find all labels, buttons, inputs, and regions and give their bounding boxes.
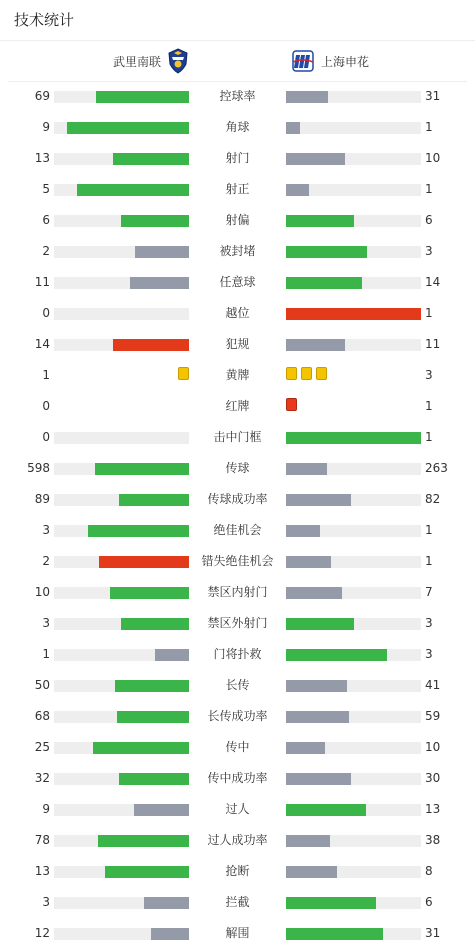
away-stat-bar-fill — [286, 153, 345, 165]
stat-label: 绝佳机会 — [213, 523, 262, 537]
away-stat-value: 38 — [425, 833, 441, 847]
home-stat-bar — [54, 711, 189, 723]
home-stat-value: 0 — [42, 399, 50, 413]
stat-label: 传球 — [225, 461, 250, 475]
away-stat-value: 1 — [425, 523, 433, 537]
away-stat-value: 14 — [425, 275, 441, 289]
stat-label: 射门 — [225, 151, 250, 165]
away-stat-bar-fill — [286, 277, 362, 289]
stat-row — [0, 670, 475, 701]
home-stat-value: 12 — [34, 926, 50, 940]
home-stat-bar-fill — [135, 246, 189, 258]
home-stat-bar — [54, 277, 189, 289]
away-stat-bar-fill — [286, 215, 354, 227]
stat-label: 传中成功率 — [207, 771, 268, 785]
home-stat-bar — [54, 804, 189, 816]
away-stat-bar — [286, 432, 421, 444]
stat-row — [0, 360, 475, 391]
away-stat-bar — [286, 525, 421, 537]
stat-row — [0, 484, 475, 515]
home-stat-bar — [54, 463, 189, 475]
away-stat-value: 263 — [425, 461, 448, 475]
away-stat-bar — [286, 246, 421, 258]
away-stat-value: 3 — [425, 244, 433, 258]
home-stat-bar-fill — [110, 587, 189, 599]
home-stat-bar — [54, 525, 189, 537]
away-stat-bar-fill — [286, 835, 330, 847]
home-stat-value: 25 — [34, 740, 50, 754]
home-stat-bar — [54, 91, 189, 103]
away-stat-bar — [286, 866, 421, 878]
home-stat-bar-fill — [121, 618, 189, 630]
home-stat-bar-fill — [95, 463, 189, 475]
away-stat-bar-fill — [286, 587, 342, 599]
stat-label: 控球率 — [219, 89, 256, 103]
home-stat-value: 1 — [42, 368, 50, 382]
stat-label: 犯规 — [225, 337, 250, 351]
stat-label: 射正 — [225, 182, 250, 196]
away-stat-bar — [286, 215, 421, 227]
away-stat-bar — [286, 711, 421, 723]
home-stat-bar-fill — [134, 804, 189, 816]
away-stat-value: 13 — [425, 802, 441, 816]
home-stat-value: 14 — [34, 337, 50, 351]
stat-row — [0, 174, 475, 205]
home-cards — [54, 398, 189, 412]
stat-row — [0, 236, 475, 267]
home-stat-bar — [54, 308, 189, 320]
home-stat-value: 0 — [42, 306, 50, 320]
away-stat-bar-fill — [286, 122, 300, 134]
away-team-name: 上海申花 — [321, 54, 370, 69]
home-stat-bar-fill — [88, 525, 189, 537]
stat-row — [0, 391, 475, 422]
stat-row — [0, 298, 475, 329]
away-stat-value: 7 — [425, 585, 433, 599]
home-stat-bar-fill — [98, 835, 189, 847]
away-stat-bar — [286, 184, 421, 196]
away-stat-bar — [286, 680, 421, 692]
away-stat-bar-fill — [286, 525, 320, 537]
home-stat-bar-fill — [105, 866, 189, 878]
away-stat-bar — [286, 122, 421, 134]
home-stat-bar — [54, 618, 189, 630]
away-stat-bar — [286, 804, 421, 816]
home-stat-value: 32 — [34, 771, 50, 785]
home-cards — [54, 367, 189, 381]
stat-label: 击中门框 — [213, 430, 262, 444]
away-stat-value: 1 — [425, 306, 433, 320]
home-stat-value: 78 — [34, 833, 50, 847]
stat-label: 传中 — [225, 740, 250, 754]
stat-row — [0, 701, 475, 732]
red-card-icon — [286, 398, 297, 411]
away-stat-bar-fill — [286, 866, 337, 878]
away-stat-bar-fill — [286, 432, 421, 444]
away-stat-bar — [286, 618, 421, 630]
home-stat-bar-fill — [119, 494, 189, 506]
stat-row — [0, 732, 475, 763]
stat-row — [0, 515, 475, 546]
stat-row — [0, 422, 475, 453]
home-stat-value: 5 — [42, 182, 50, 196]
away-stat-bar-fill — [286, 742, 325, 754]
stat-label: 黄牌 — [225, 368, 250, 382]
away-stat-value: 3 — [425, 616, 433, 630]
stat-label: 射偏 — [225, 213, 250, 227]
home-stat-bar — [54, 215, 189, 227]
stats-list — [0, 81, 475, 949]
away-cards — [286, 367, 421, 381]
stat-label: 角球 — [225, 120, 250, 134]
home-stat-bar — [54, 153, 189, 165]
away-stat-bar-fill — [286, 680, 347, 692]
away-stat-bar — [286, 897, 421, 909]
home-team-header — [113, 48, 189, 74]
home-stat-bar — [54, 742, 189, 754]
home-stat-bar — [54, 897, 189, 909]
away-stat-bar-fill — [286, 339, 345, 351]
away-stat-value: 1 — [425, 554, 433, 568]
home-stat-bar-fill — [113, 339, 189, 351]
home-stat-value: 3 — [42, 895, 50, 909]
away-stat-bar — [286, 153, 421, 165]
home-stat-value: 2 — [42, 554, 50, 568]
stat-label: 拦截 — [225, 895, 250, 909]
away-stat-value: 3 — [425, 368, 433, 382]
stat-row — [0, 81, 475, 112]
home-stat-value: 89 — [34, 492, 50, 506]
away-stat-bar-fill — [286, 308, 421, 320]
away-stat-value: 6 — [425, 213, 433, 227]
buriram-united-crest-icon — [167, 48, 189, 74]
stat-label: 被封堵 — [219, 244, 256, 258]
home-stat-value: 11 — [34, 275, 50, 289]
stat-label: 过人成功率 — [207, 833, 268, 847]
title-divider — [0, 40, 475, 41]
home-stat-value: 13 — [34, 151, 50, 165]
away-stat-value: 31 — [425, 89, 441, 103]
home-stat-value: 69 — [34, 89, 50, 103]
stat-row — [0, 608, 475, 639]
home-stat-bar — [54, 649, 189, 661]
away-stat-value: 8 — [425, 864, 433, 878]
stat-row — [0, 577, 475, 608]
stat-row — [0, 267, 475, 298]
away-stat-bar — [286, 742, 421, 754]
home-stat-value: 13 — [34, 864, 50, 878]
home-stat-bar-fill — [119, 773, 189, 785]
stat-label: 越位 — [225, 306, 250, 320]
home-stat-bar — [54, 928, 189, 940]
stat-label: 过人 — [225, 802, 250, 816]
away-stat-value: 10 — [425, 740, 441, 754]
stat-row — [0, 546, 475, 577]
yellow-card-icon — [178, 367, 189, 380]
stat-row — [0, 763, 475, 794]
home-stat-bar-fill — [77, 184, 189, 196]
stat-row — [0, 453, 475, 484]
home-stat-bar-fill — [93, 742, 189, 754]
home-stat-bar-fill — [130, 277, 189, 289]
away-stat-value: 3 — [425, 647, 433, 661]
stat-row — [0, 887, 475, 918]
home-stat-bar — [54, 246, 189, 258]
home-stat-value: 3 — [42, 616, 50, 630]
yellow-card-icon — [316, 367, 327, 380]
home-stat-bar-fill — [113, 153, 189, 165]
away-team-header — [291, 48, 369, 74]
home-stat-value: 1 — [42, 647, 50, 661]
shanghai-shenhua-crest-icon — [291, 49, 315, 73]
away-stat-bar — [286, 773, 421, 785]
home-stat-bar — [54, 680, 189, 692]
away-stat-bar — [286, 308, 421, 320]
away-stat-bar-fill — [286, 556, 331, 568]
stat-label: 长传成功率 — [207, 709, 268, 723]
home-stat-bar-fill — [117, 711, 189, 723]
home-stat-bar-fill — [99, 556, 189, 568]
home-stat-value: 10 — [34, 585, 50, 599]
away-cards — [286, 398, 421, 412]
away-stat-bar-fill — [286, 91, 328, 103]
stat-label: 任意球 — [219, 275, 256, 289]
away-stat-bar — [286, 463, 421, 475]
home-stat-bar — [54, 866, 189, 878]
away-stat-bar — [286, 928, 421, 940]
away-stat-bar — [286, 835, 421, 847]
away-stat-bar-fill — [286, 773, 351, 785]
home-stat-bar — [54, 835, 189, 847]
away-stat-bar-fill — [286, 897, 376, 909]
home-stat-value: 50 — [34, 678, 50, 692]
stat-label: 错失绝佳机会 — [201, 554, 274, 568]
away-stat-value: 1 — [425, 182, 433, 196]
away-stat-bar — [286, 91, 421, 103]
home-stat-bar — [54, 773, 189, 785]
stat-label: 禁区内射门 — [207, 585, 268, 599]
stat-row — [0, 918, 475, 949]
away-stat-value: 1 — [425, 120, 433, 134]
away-stat-bar-fill — [286, 184, 309, 196]
stat-row — [0, 143, 475, 174]
away-stat-bar — [286, 649, 421, 661]
yellow-card-icon — [301, 367, 312, 380]
away-stat-value: 10 — [425, 151, 441, 165]
home-stat-bar — [54, 122, 189, 134]
away-stat-bar-fill — [286, 246, 367, 258]
stat-label: 抢断 — [225, 864, 250, 878]
away-stat-bar — [286, 587, 421, 599]
stat-row — [0, 329, 475, 360]
home-stat-value: 598 — [27, 461, 50, 475]
away-stat-bar — [286, 556, 421, 568]
stat-label: 门将扑救 — [213, 647, 262, 661]
away-stat-bar — [286, 339, 421, 351]
home-stat-value: 3 — [42, 523, 50, 537]
home-stat-bar — [54, 556, 189, 568]
yellow-card-icon — [286, 367, 297, 380]
home-stat-value: 2 — [42, 244, 50, 258]
home-stat-bar-fill — [115, 680, 189, 692]
home-stat-value: 9 — [42, 802, 50, 816]
home-stat-bar — [54, 494, 189, 506]
home-team-name: 武里南联 — [113, 54, 162, 69]
away-stat-bar-fill — [286, 649, 387, 661]
home-stat-bar-fill — [96, 91, 189, 103]
stat-row — [0, 205, 475, 236]
away-stat-value: 30 — [425, 771, 441, 785]
stat-row — [0, 112, 475, 143]
away-stat-bar — [286, 277, 421, 289]
away-stat-bar-fill — [286, 494, 351, 506]
home-stat-bar-fill — [151, 928, 189, 940]
home-stat-value: 6 — [42, 213, 50, 227]
away-stat-value: 31 — [425, 926, 441, 940]
home-stat-bar — [54, 184, 189, 196]
home-stat-bar — [54, 587, 189, 599]
away-stat-bar-fill — [286, 463, 327, 475]
stat-label: 红牌 — [225, 399, 250, 413]
home-stat-bar-fill — [67, 122, 189, 134]
away-stat-bar-fill — [286, 804, 366, 816]
away-stat-value: 41 — [425, 678, 441, 692]
home-stat-bar — [54, 339, 189, 351]
stat-row — [0, 856, 475, 887]
home-stat-bar-fill — [121, 215, 189, 227]
away-stat-value: 82 — [425, 492, 441, 506]
home-stat-bar-fill — [144, 897, 189, 909]
home-stat-value: 9 — [42, 120, 50, 134]
page-title: 技术统计 — [14, 11, 75, 29]
home-stat-bar — [54, 432, 189, 444]
away-stat-value: 6 — [425, 895, 433, 909]
away-stat-bar — [286, 494, 421, 506]
away-stat-value: 1 — [425, 399, 433, 413]
stat-label: 长传 — [225, 678, 250, 692]
home-stat-value: 0 — [42, 430, 50, 444]
stat-label: 解围 — [225, 926, 250, 940]
home-stat-value: 68 — [34, 709, 50, 723]
stat-row — [0, 825, 475, 856]
stat-label: 传球成功率 — [207, 492, 268, 506]
away-stat-bar-fill — [286, 711, 349, 723]
stat-label: 禁区外射门 — [207, 616, 268, 630]
away-stat-bar-fill — [286, 618, 354, 630]
away-stat-value: 11 — [425, 337, 441, 351]
stat-row — [0, 794, 475, 825]
away-stat-value: 1 — [425, 430, 433, 444]
stat-row — [0, 639, 475, 670]
home-stat-bar-fill — [155, 649, 189, 661]
away-stat-value: 59 — [425, 709, 441, 723]
away-stat-bar-fill — [286, 928, 383, 940]
